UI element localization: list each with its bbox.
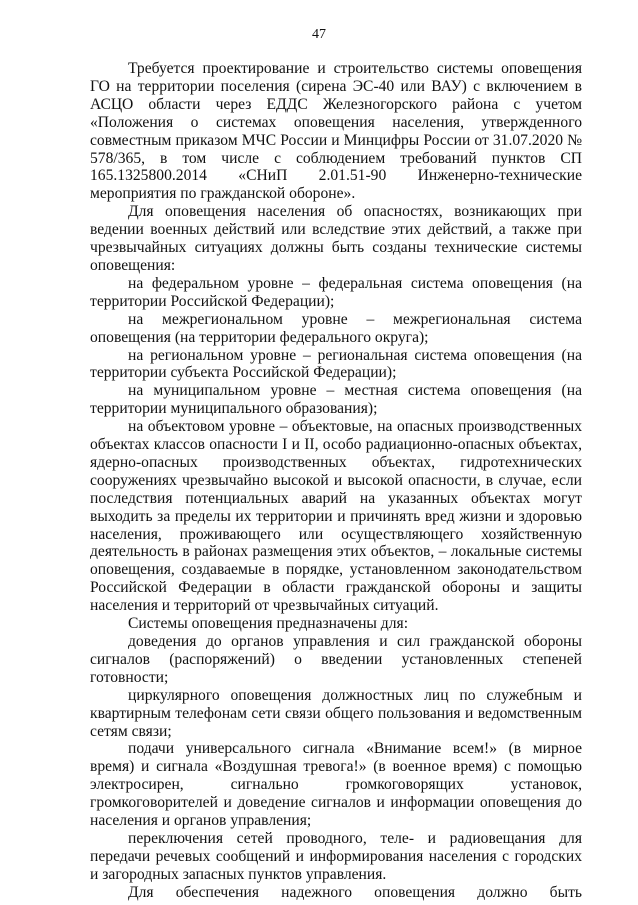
paragraph: Требуется проектирование и строительство системы оповещения ГО на территории поселения (сирена ЭС-40 или ВАУ) с включением в АСЦО области через ЕДДС Железногорского района с учетом «Положения о системах оповещения населения, утвержденного совместным приказом МЧС России и Минцифры России от 31.07.2020 № 578/365, в том числе с соблюдением требований пунктов СП 165.1325800.2014 «СНиП 2.01.51-90 Инженерно-технические мероприятия по гражданской обороне».: [90, 60, 582, 203]
page-number: 47: [312, 27, 326, 42]
paragraph: на объектовом уровне – объектовые, на опасных производственных объектах классов опасности I и II, особо радиационно-опасных объектах, ядерно-опасных производственных объектах, гидротехнических сооружениях чрезвычайно высокой и высокой опасности, в случае, если последствия потенциальных аварий на указанных объектах могут выходить за пределы их территории и причинять вред жизни и здоровью населения, проживающего или осуществляющего хозяйственную деятельность в районах размещения этих объектов, – локальные системы оповещения, создаваемые в порядке, установленном законодательством Российской Федерации в области гражданской обороны и защиты населения и территорий от чрезвычайных ситуаций.: [90, 418, 582, 615]
paragraph: подачи универсального сигнала «Внимание всем!» (в мирное время) и сигнала «Воздушная тревога!» (в военное время) с помощью электросирен, сигнально громкоговорящих установок, громкоговорителей и доведение сигналов и информации оповещения до населения и органов управления;: [90, 740, 582, 830]
paragraph: на федеральном уровне – федеральная система оповещения (на территории Российской Федерации);: [90, 274, 582, 310]
paragraph: Для обеспечения надежного оповещения должно быть: [128, 883, 582, 901]
paragraph: Системы оповещения предназначены для:: [128, 615, 409, 633]
paragraph: Для оповещения населения об опасностях, возникающих при ведении военных действий или вследствие этих действий, а также при чрезвычайных ситуациях должны быть созданы технические системы оповещения:: [90, 203, 582, 274]
paragraph: на региональном уровне – региональная система оповещения (на территории субъекта Российской Федерации);: [90, 346, 582, 382]
paragraph: на межрегиональном уровне – межрегиональная система оповещения (на территории федерального округа);: [90, 310, 582, 346]
paragraph: циркулярного оповещения должностных лиц по служебным и квартирным телефонам сети связи общего пользования и ведомственным сетям связи;: [90, 686, 582, 740]
paragraph: на муниципальном уровне – местная система оповещения (на территории муниципального образования);: [90, 382, 582, 418]
paragraph: переключения сетей проводного, теле- и радиовещания для передачи речевых сообщений и информирования населения с городских и загородных запасных пунктов управления.: [90, 829, 582, 883]
paragraph: доведения до органов управления и сил гражданской обороны сигналов (распоряжений) о введении установленных степеней готовности;: [90, 633, 582, 686]
document-body: [90, 60, 582, 902]
